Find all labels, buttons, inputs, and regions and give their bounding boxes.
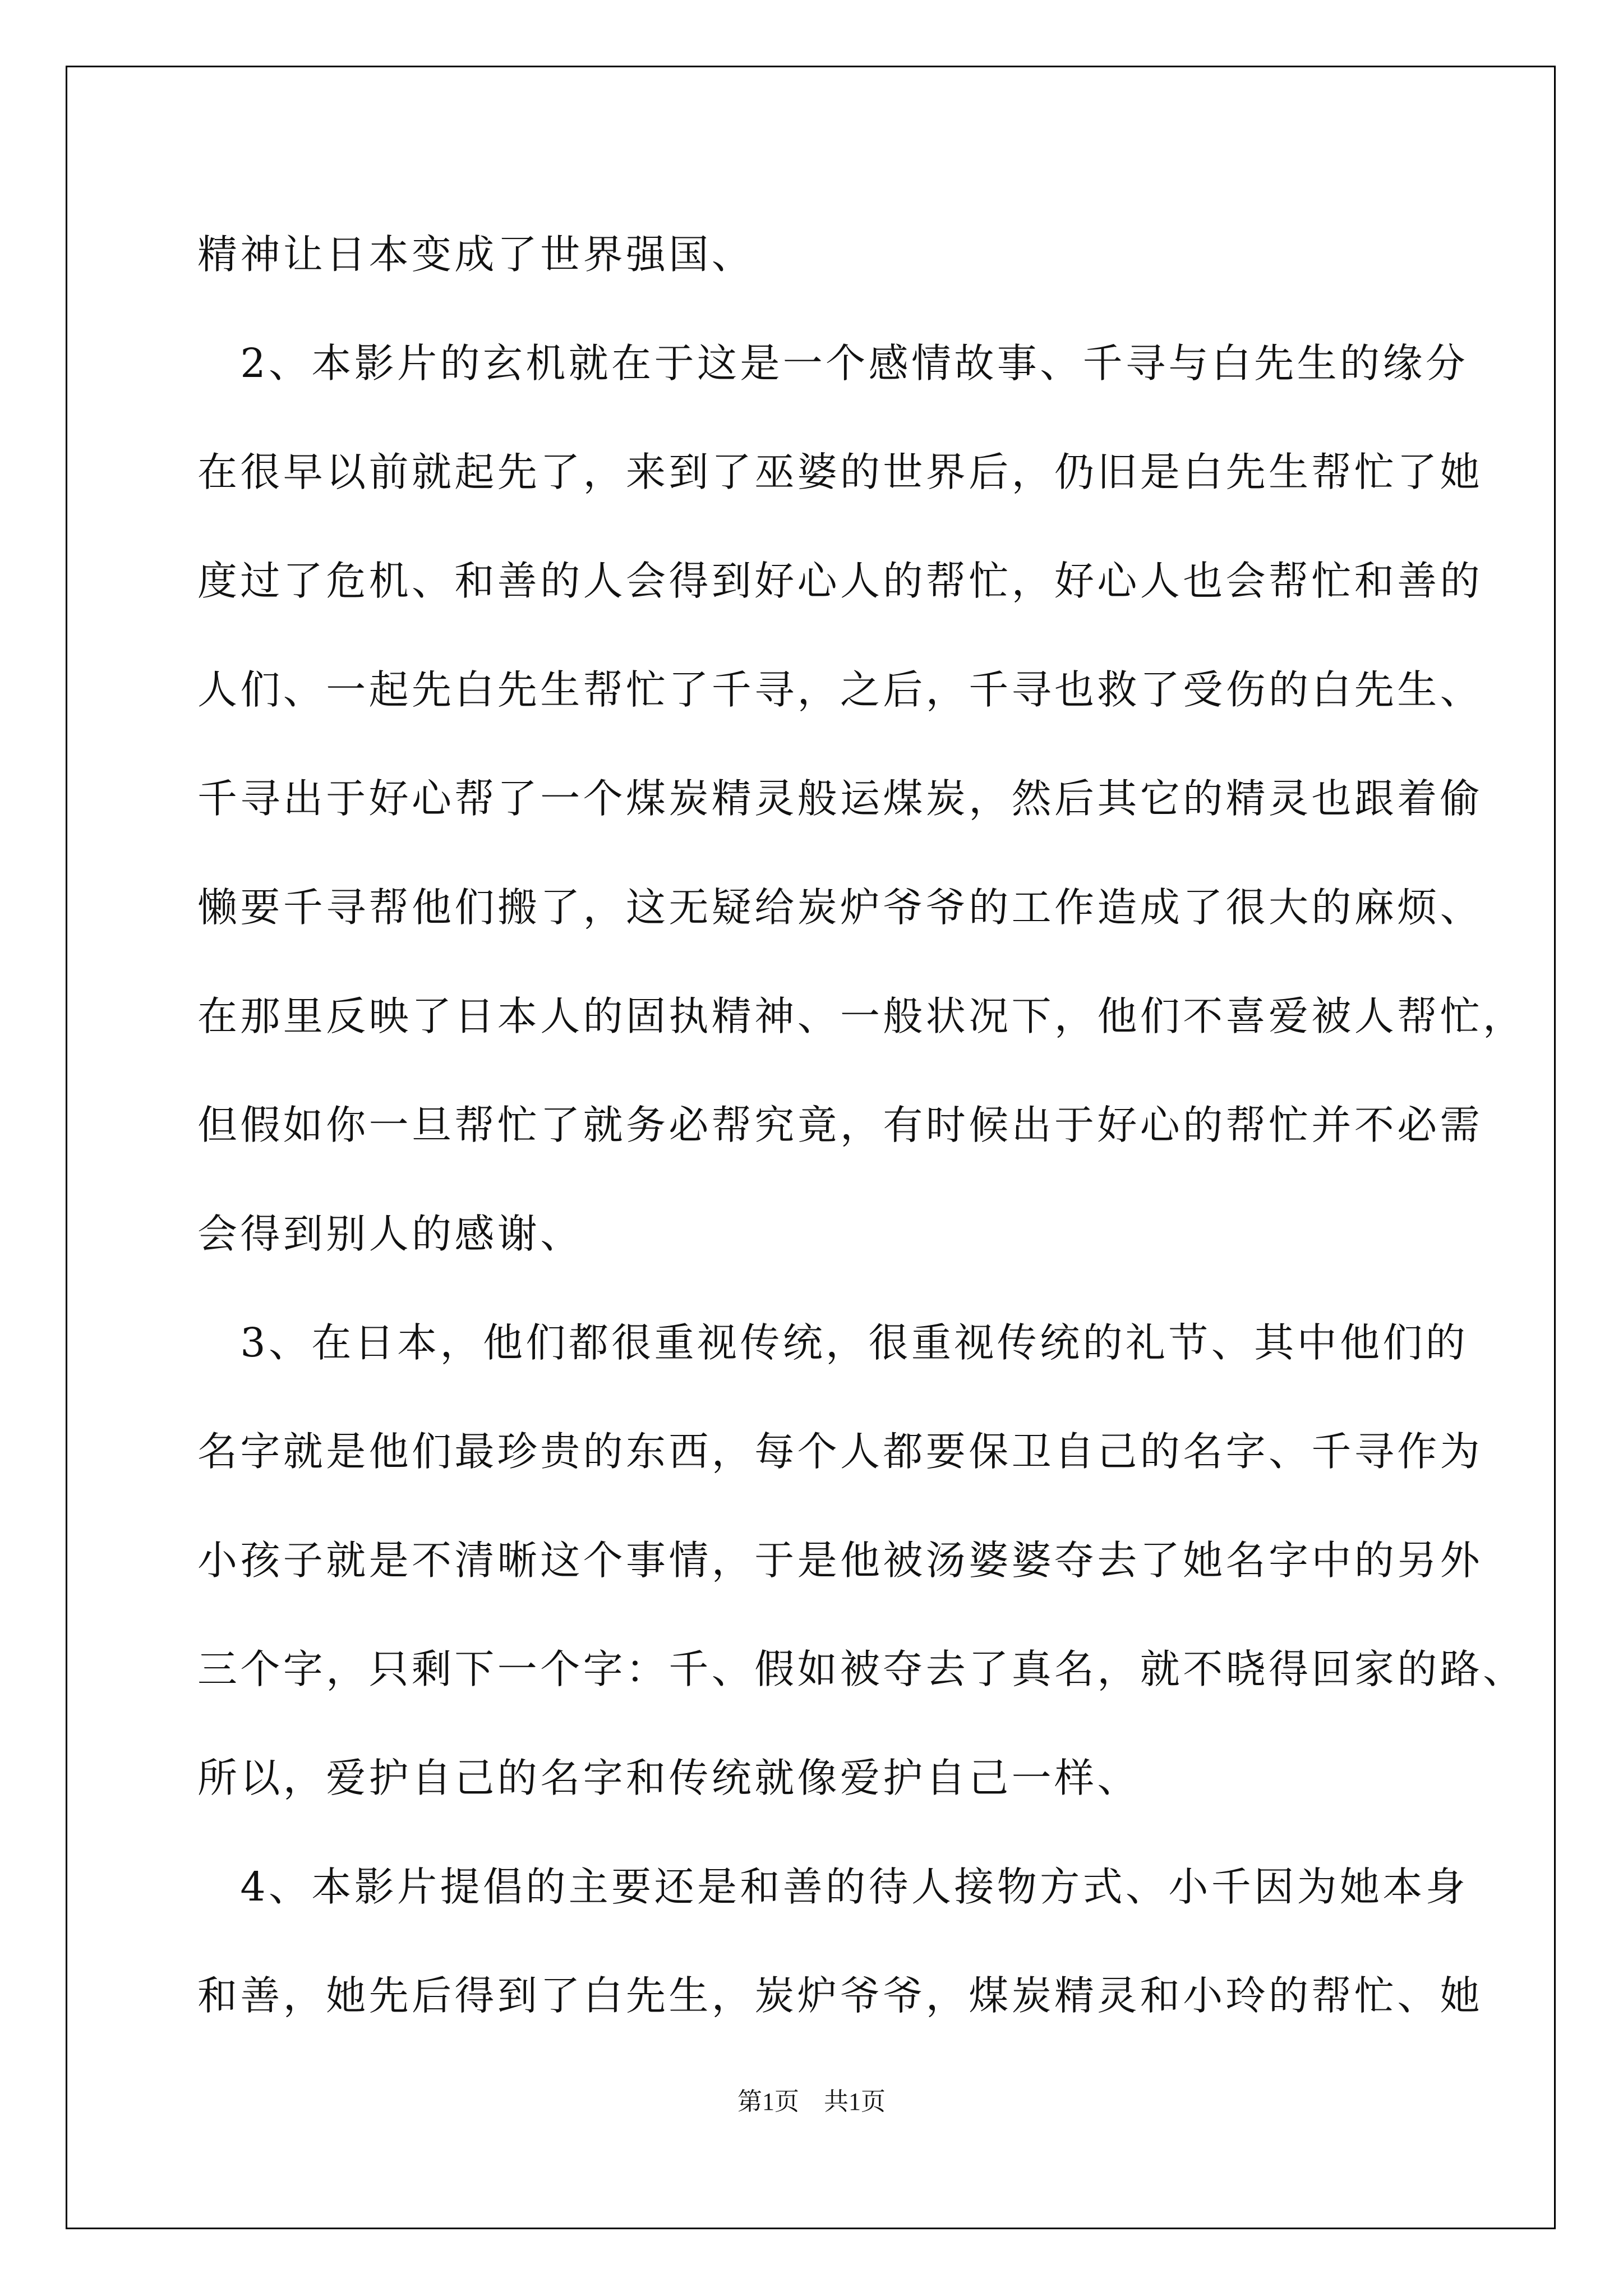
page-footer: 第1页 共1页 <box>737 2088 886 2115</box>
text-line: 小孩子就是不清晰这个事情，于是他被汤婆婆夺去了她名字中的另外 <box>197 1537 1483 1584</box>
text-line: 人们、一起先白先生帮忙了千寻，之后，千寻也救了受伤的白先生、 <box>197 666 1483 713</box>
text-line: 在那里反映了日本人的固执精神、一般状况下，他们不喜爱被人帮忙， <box>197 993 1526 1039</box>
text-line: 所以，爱护自己的名字和传统就像爱护自己一样、 <box>197 1755 1140 1801</box>
text-line: 4、本影片提倡的主要还是和善的待人接物方式、小千因为她本身 <box>197 1864 1469 1910</box>
text-line: 懒要千寻帮他们搬了，这无疑给炭炉爷爷的工作造成了很大的麻烦、 <box>197 884 1483 931</box>
text-line: 度过了危机、和善的人会得到好心人的帮忙，好心人也会帮忙和善的 <box>197 558 1483 604</box>
text-line: 和善，她先后得到了白先生，炭炉爷爷，煤炭精灵和小玲的帮忙、她 <box>197 1972 1483 2019</box>
text-line: 2、本影片的玄机就在于这是一个感情故事、千寻与白先生的缘分 <box>197 340 1469 386</box>
text-line: 在很早以前就起先了，来到了巫婆的世界后，仍旧是白先生帮忙了她 <box>197 449 1483 495</box>
text-line: 名字就是他们最珍贵的东西，每个人都要保卫自己的名字、千寻作为 <box>197 1428 1483 1475</box>
text-line: 三个字，只剩下一个字：千、假如被夺去了真名，就不晓得回家的路、 <box>197 1646 1526 1692</box>
text-line: 3、在日本，他们都很重视传统，很重视传统的礼节、其中他们的 <box>197 1319 1469 1366</box>
text-line: 但假如你一旦帮忙了就务必帮究竟，有时候出于好心的帮忙并不必需 <box>197 1102 1483 1148</box>
text-line: 会得到别人的感谢、 <box>197 1211 583 1257</box>
text-line: 精神让日本变成了世界强国、 <box>197 231 755 278</box>
text-line: 千寻出于好心帮了一个煤炭精灵般运煤炭，然后其它的精灵也跟着偷 <box>197 775 1483 822</box>
